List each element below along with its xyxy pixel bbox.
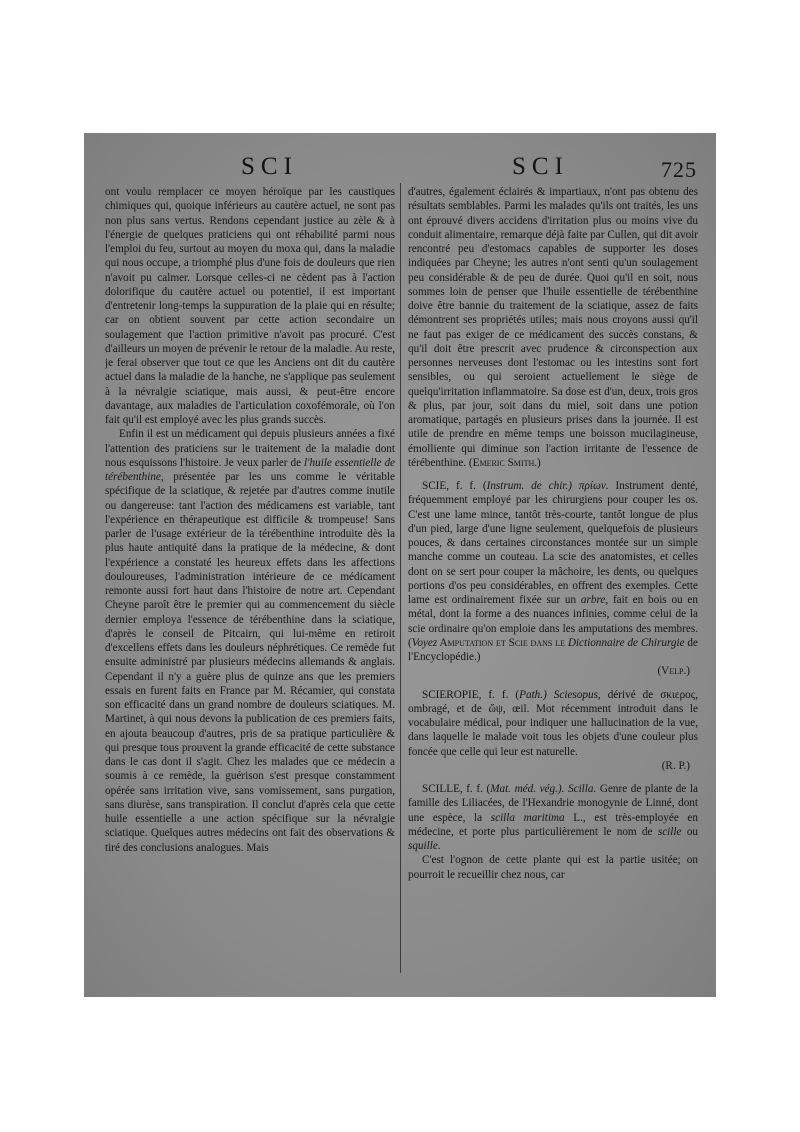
grammar: , f. f. ( [478,688,520,701]
author-signature: (Velp.) [657,665,690,678]
cross-reference: Amputation et Scie dans le [437,636,568,649]
domain-label: Mat. méd. vég. [490,783,558,795]
domain-label: Instrum. de chir. [486,480,569,492]
author-signature: (R. P.) [661,759,690,772]
paragraph-continuation [408,185,698,470]
text-run: de l'Encyclopédie.) [408,636,698,663]
grammar: , f. f. ( [459,783,491,795]
column-divider [400,183,401,973]
entry-scieropie [408,688,698,759]
domain-label: Path. [519,688,544,701]
italic-term: scilla maritima [490,811,565,824]
text-run: , fait en bois ou en métal, dont la forme a des nuances infinies, comme celui de la scie ordinaire qu'on emploie dans les amputations des membres. ( [408,594,698,649]
right-running-head: SCI [512,153,569,180]
text-run: ou [681,825,698,838]
scanned-page-background [84,133,716,997]
italic-term: l'huile essentielle de térébenthine [105,456,395,483]
book-page [101,153,699,977]
italic-term: scille [657,825,682,838]
author-signature: (Emeric Smith.) [468,456,541,469]
greek-term: ) πρίων. [568,480,609,492]
text-run: L., est très-employée en médecine, et porte plus particulièrement le nom de [408,811,698,838]
paragraph-cautere: ont voulu remplacer ce moyen héroïque par les caustiques chimiques qui, quoique inférieurs au cautère actuel, ne sont pas non plus sans vertus. Rendons cependant justice au zèle & à l'énergie de quelques praticiens qui ont réhabilité parmi nous l'emploi du feu, surtout au moyen du moxa qui, dans la maladie qui nous occupe, a triomphé plus d'une fois de douleurs que rien n'avoit pu calmer. Lorsque celles-ci ne cèdent pas à l'action dolorifique du cautère actuel ou potentiel, il est important d'entretenir long-temps la suppuration de la plaie qui en résulte; car on obtient souvent par cette action secondaire un soulagement que l'action primitive n'avoit pas procuré. C'est d'ailleurs un moyen de prévenir le retour de la maladie. Au reste, je ferai observer que tout ce que les Anciens ont dit du cautère actuel dans la maladie de la hanche, ne s'applique pas seulement à la névralgie sciatique, mais aussi, & peut-être encore davantage, aux maladies de l'articulation coxofémorale, où l'on fait qu'il est employé avec les plus grands succès. [105,186,395,426]
left-running-head: SCI [241,153,298,180]
italic-term: arbre [580,594,606,606]
latin-term: ). Scilla. [557,783,597,795]
paragraph-scille-usage: C'est l'ognon de cette plante qui est la partie usitée; on pourroit le recueillir chez nous, car [408,854,698,881]
grammar: , f. f. ( [446,480,487,492]
italic-term: Dictionnaire de Chirurgie [567,636,685,649]
text-run: Enfin il est un médicament qui depuis plusieurs années a fixé l'attention des praticiens sur le traitement de la maladie dont nous esquissons l'histoire. Je veux parler de [105,428,395,469]
entry-headword: SCIE [422,480,447,492]
text-run: Instrument denté, fréquemment employé par les chirurgiens pour couper les os. C'est une lame mince, tantôt très-courte, tantôt longue de plus d'un pied, large d'une ligne seulement, quelquefois de plusieurs pouces, & dans certaines circonstances montée sur un simple manche comme un couteau. La scie des anatomistes, et celles dont on se sert pour couper la mâchoire, les dents, ou quelques portions d'os peu considérables, en offrent des exemples. Cette lame est ordinairement fixée sur un [408,480,698,606]
italic-term: squille [408,840,438,852]
page-number: 725 [661,157,697,182]
latin-term: ) Sciesopus [543,688,598,701]
text-run: d'autres, également éclairés & impartiaux, n'ont pas obtenu des résultats semblables. Parmi les malades qu'ils ont traités, les uns ont éprouvé divers accidens d'irritation plus ou moins vive du conduit alimentaire, remarque déjà faite par Cullen, qui dit avoir rencontré peu d'estomacs capables de supporter les doses indiquées par Cheyne; les autres n'ont senti qu'un soulagement peu considérable & de peu de durée. Quoi qu'il en soit, nous sommes loin de penser que l'huile essentielle de térébenthine doive être bannie du traitement de la sciatique, assez de faits démontrent ses propriétés utiles; mais nous croyons aussi qu'il ne faut pas exiger de ce médicament des succès constans, & qu'il doit être prescrit avec prudence & circonspection aux personnes nerveuses dont l'estomac ou les intestins sont fort sensibles, ou qui seroient actuellement le siège de quelqu'irritation inflammatoire. Sa dose est d'un, deux, trois gros & plus, par jour, soit dans du miel, soit dans une potion aromatique, partagés en plusieurs prises dans la journée. Il est utile de prendre en même temps une boisson mucilagineuse, émolliente qui diminue son l'action irritante de l'essence de térébenthine. [408,186,698,469]
text-run: , dérivé de σκιερος, ombragé, et de ὤψ, œil. Mot récemment introduit dans le vocabulaire médical, pour indiquer une hallucination de la vue, dans laquelle le malade voit tous les objets d'une couleur plus foncée que celle qui leur est naturelle. [408,688,698,758]
left-column [105,185,395,855]
entry-headword: SCIEROPIE [422,688,479,701]
text-run: . [437,840,441,852]
paragraph-terebenthine [105,427,395,855]
entry-scie [408,479,698,664]
italic-term: Voyez [411,636,438,649]
entry-headword: SCILLE [422,783,460,795]
text-run: Genre de plante de la famille des Liliacées, de l'Hexandrie monogynie de Linné, dont une espèce, la [408,783,698,824]
entry-scille [408,782,698,853]
right-column [408,185,698,882]
text-run: , présentée par les uns comme le véritable spécifique de la sciatique, & rejetée par d'autres comme inutile ou dangereuse: tant l'action des médicamens est variable, tant l'expérience en thérapeutique est difficile & trompeuse! Sans parler de l'usage extérieur de la térébenthine introduite dès la plus haute antiquité dans la pratique de la médecine, & dont l'expérience a constaté les heureux effets dans les affections douloureuses, l'administration intérieure de ce médicament remonte aussi fort haut dans l'histoire de notre art. Cependant Cheyne paroît être le premier qui au commencement du siècle dernier employa l'essence de térébenthine dans la sciatique, d'après le conseil de Pitcairn, qui lui-même en retiroit d'excellens effets dans les douleurs néphrétiques. Ce remède fut ensuite administré par plusieurs médecins allemands & anglais. Cependant il n'y a guère plus de quinze ans que les premiers essais en furent faits en France par M. Récamier, qui constata son efficacité dans un grand nombre de douleurs sciatiques. M. Martinet, à qui nous devons la publication de ces premiers faits, en ajouta beaucoup d'autres, pris de sa pratique particulière & qui presque tous prouvent la grande efficacité de cette substance dans le cas dont il s'agit. Chez les malades que ce médecin a soumis à ce remède, la guérison s'est presque constamment opérée sans irritation vive, sans vomissement, sans purgation, sans diurèse, sans transpiration. Il conclut d'après cela que cette huile essentielle a une action spécifique sur la névralgie sciatique. Quelques autres médecins ont fait des observations & tiré des conclusions analogues. Mais [105,471,395,854]
